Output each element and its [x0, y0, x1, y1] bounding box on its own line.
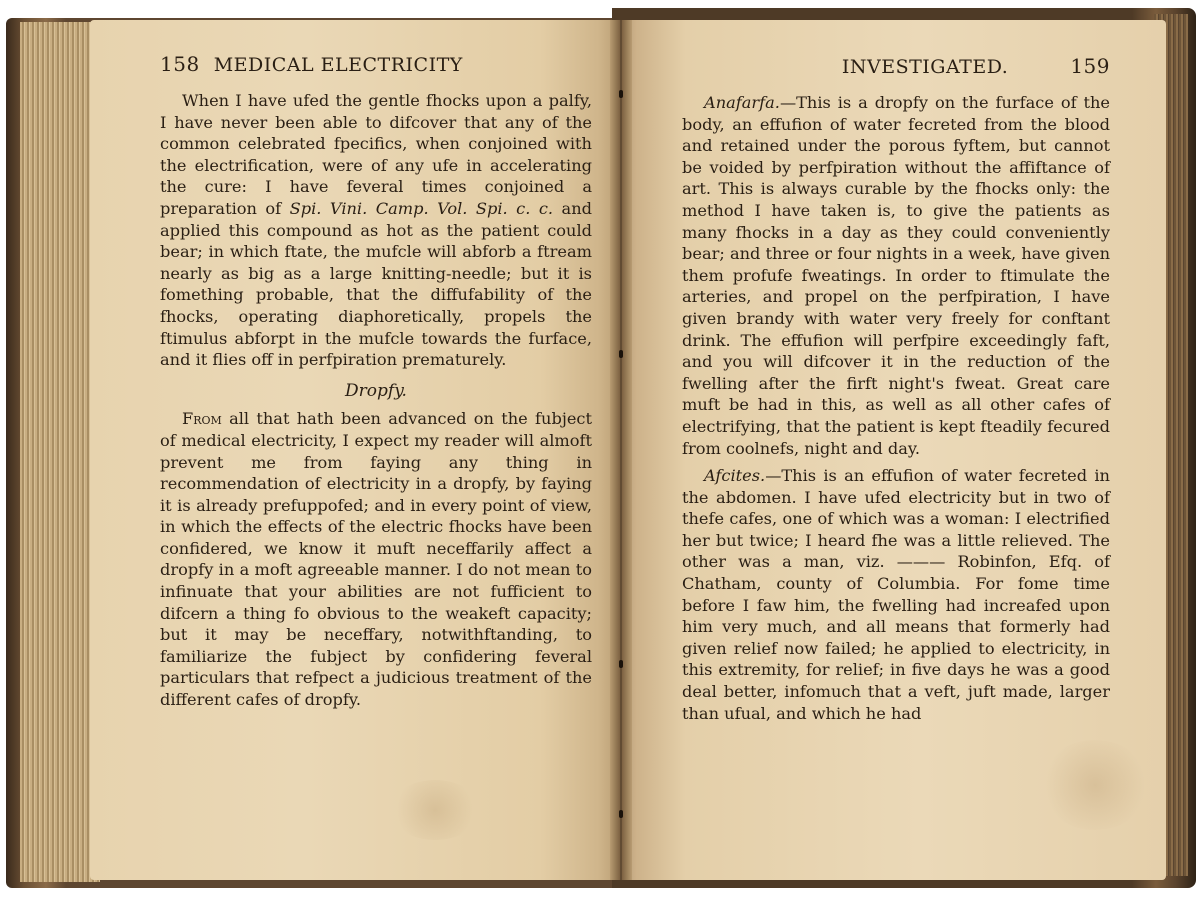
right-running-head: INVESTIGATED. — [841, 56, 1009, 78]
right-paragraph-anasarca: Anafarfa.—This is a dropfy on the furface of the body, an effufion of water fecreted from the blood and retained under the porous fyftem, but cannot be voided by perfpiration without the affiftance of art. This is always curable by the fhocks only: the method I have taken is, to give the patients as many fhocks in a day as they could conveniently bear; and three or four nights in a week, have given them profufe fweatings. In order to ftimulate the arteries, and propel on the perfpiration, I have given brandy with water very freely for conftant drink. The effufion will perfpire exceedingly faft, and you will difcover it in the reduction of the fwelling after the firft night's fweat. Great care muft be had in this, as well as all other cafes of electrifying, that the patient is kept fteadily fecured from coolnefs, night and day. — [682, 93, 1110, 458]
right-page-number: 159 — [1070, 54, 1110, 78]
left-running-head: MEDICAL ELECTRICITY — [213, 54, 463, 76]
left-paragraph-palsy: When I have ufed the gentle fhocks upon a palfy, I have never been able to difcover that any of the common celebrated fpecifics, when conjoined with the electrification, were of any ufe in accelerating the cure: I have feveral times conjoined a preparation of Spi. Vini. Camp. Vol. Spi. c. c. and applied this compound as hot as the patient could bear; in which ftate, the mufcle will abforb a ftream nearly as big as a large knitting-needle; but it is fomething probable, that the diffufability of the fhocks, operating diaphoretically, propels the ftimulus abforpt in the mufcle towards the furface, and it flies off in perfpiration prematurely. — [160, 91, 592, 370]
section-heading-dropsy: Dropfy. — [345, 380, 407, 401]
paper-stain — [1040, 740, 1150, 830]
binding-stitch — [619, 350, 623, 358]
left-page-edges — [20, 22, 100, 882]
book-gutter — [610, 20, 632, 880]
open-book — [6, 8, 1196, 892]
left-paragraph-dropsy: From all that hath been advanced on the fubject of medical electricity, I expect my reader will almoft prevent me from faying any thing in recommendation of electricity in a dropfy, by faying it is already prefuppofed; and in every point of view, in which the effects of the electric fhocks have been confidered, we know it muft neceffarily affect a dropfy in a moft agreeable manner. I do not mean to infinuate that your abilities are not fufficient to difcern a thing fo obvious to the weakeft capacity; but it may be neceffary, notwithftanding, to familiarize the fubject by confidering feveral particulars that refpect a judicious treatment of the different cafes of dropfy. — [160, 409, 592, 710]
paper-stain — [390, 780, 480, 840]
left-page-number: 158 — [160, 52, 200, 76]
right-running-header — [682, 54, 1110, 78]
left-body-text — [160, 90, 592, 711]
binding-stitch — [619, 810, 623, 818]
right-paragraph-ascites: Afcites.—This is an effufion of water fecreted in the abdomen. I have ufed electricity but in two of thefe cafes, one of which was a woman: I electrified her but twice; I heard fhe was a little relieved. The other was a man, viz. ——— Robinfon, Efq. of Chatham, county of Columbia. For fome time before I faw him, the fwelling had increafed upon him very much, and all means that formerly had given relief now failed; he applied to electricity, in this extremity, for relief; in five days he was a good deal better, infomuch that a veft, juft made, larger than ufual, and which he had — [682, 466, 1110, 723]
right-body-text — [682, 92, 1110, 724]
left-page — [90, 20, 620, 880]
binding-stitch — [619, 90, 623, 98]
left-running-header — [160, 52, 592, 76]
binding-stitch — [619, 660, 623, 668]
right-page — [620, 20, 1166, 880]
